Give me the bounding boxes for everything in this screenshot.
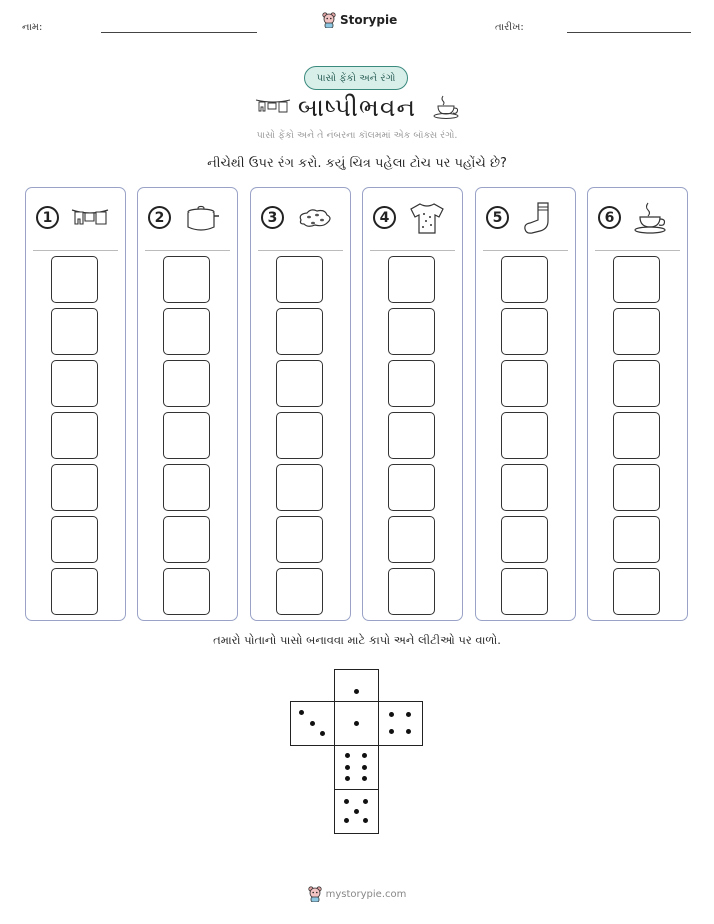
color-box[interactable] — [163, 308, 210, 355]
name-label: નામ: — [22, 22, 43, 33]
color-box[interactable] — [163, 412, 210, 459]
dice-pip — [363, 818, 368, 823]
color-box[interactable] — [51, 568, 98, 615]
column-6 — [587, 187, 688, 621]
column-divider — [595, 250, 680, 251]
color-box[interactable] — [613, 464, 660, 511]
color-box[interactable] — [388, 256, 435, 303]
dice-pip — [362, 776, 367, 781]
dice-pip — [344, 818, 349, 823]
column-header — [363, 188, 462, 250]
dice-pip — [363, 799, 368, 804]
column-header — [138, 188, 237, 250]
color-box[interactable] — [276, 464, 323, 511]
column-number: 4 — [373, 206, 396, 229]
color-box[interactable] — [51, 412, 98, 459]
color-box[interactable] — [613, 360, 660, 407]
column-divider — [258, 250, 343, 251]
dice-pip — [354, 809, 359, 814]
question-text: નીચેથી ઉપર રંગ કરો. કયું ચિત્ર પહેલા ટોચ પર પહોંચે છે? — [207, 156, 507, 171]
activity-badge: પાસો ફેંકો અને રંગો — [304, 66, 408, 90]
tea-cup-title-icon — [432, 94, 462, 124]
dice-pip — [406, 729, 411, 734]
color-box[interactable] — [388, 516, 435, 563]
color-box[interactable] — [163, 516, 210, 563]
color-box[interactable] — [51, 308, 98, 355]
column-number: 3 — [261, 206, 284, 229]
bear-footer-icon — [308, 886, 322, 902]
color-box[interactable] — [388, 308, 435, 355]
dice-pip — [362, 765, 367, 770]
color-box[interactable] — [163, 360, 210, 407]
dice-pip — [406, 712, 411, 717]
cut-instructions: તમારો પોતાનો પાસો બનાવવા માટે કાપો અને લીટીઓ પર વાળો. — [213, 633, 501, 647]
dice-pip — [354, 721, 359, 726]
clothesline-icon — [70, 200, 110, 236]
column-3 — [250, 187, 351, 621]
column-divider — [483, 250, 568, 251]
dice-pip — [354, 689, 359, 694]
color-box[interactable] — [501, 308, 548, 355]
color-box[interactable] — [613, 308, 660, 355]
column-header — [26, 188, 125, 250]
color-box[interactable] — [51, 516, 98, 563]
sock-icon — [520, 200, 560, 236]
color-box[interactable] — [163, 256, 210, 303]
column-header — [588, 188, 687, 250]
color-box[interactable] — [276, 412, 323, 459]
color-box[interactable] — [613, 412, 660, 459]
color-box[interactable] — [388, 464, 435, 511]
color-box[interactable] — [163, 464, 210, 511]
pot-icon — [182, 200, 222, 236]
column-divider — [370, 250, 455, 251]
color-box[interactable] — [276, 256, 323, 303]
bear-icon — [322, 12, 336, 28]
footer — [0, 886, 714, 902]
color-box[interactable] — [501, 464, 548, 511]
instructions: પાસો ફેંકો અને તે નંબરના કૉલમમાં એક બૉક્સ રંગો. — [256, 130, 458, 141]
column-number: 5 — [486, 206, 509, 229]
column-4 — [362, 187, 463, 621]
hot-cup-icon — [632, 200, 672, 236]
column-header — [251, 188, 350, 250]
column-divider — [33, 250, 118, 251]
name-field[interactable] — [101, 32, 257, 33]
dice-face-3 — [290, 701, 335, 746]
color-box[interactable] — [388, 360, 435, 407]
color-box[interactable] — [501, 256, 548, 303]
color-box[interactable] — [613, 256, 660, 303]
column-header — [476, 188, 575, 250]
column-2 — [137, 187, 238, 621]
dice-pip — [362, 753, 367, 758]
dice-pip — [389, 712, 394, 717]
color-box[interactable] — [276, 568, 323, 615]
puddle-icon — [295, 200, 335, 236]
color-box[interactable] — [51, 464, 98, 511]
dice-pip — [389, 729, 394, 734]
color-box[interactable] — [501, 412, 548, 459]
color-box[interactable] — [388, 568, 435, 615]
color-box[interactable] — [501, 360, 548, 407]
dice-pip — [345, 765, 350, 770]
dice-pip — [320, 731, 325, 736]
page-title: બાષ્પીભવન — [297, 93, 417, 122]
color-box[interactable] — [276, 516, 323, 563]
column-divider — [145, 250, 230, 251]
color-box[interactable] — [51, 256, 98, 303]
wet-shirt-icon — [407, 200, 447, 236]
color-box[interactable] — [163, 568, 210, 615]
dice-face-1 — [334, 701, 379, 746]
color-box[interactable] — [501, 568, 548, 615]
dice-pip — [299, 710, 304, 715]
dice-face-4 — [378, 701, 423, 746]
color-box[interactable] — [388, 412, 435, 459]
dice-pip — [345, 776, 350, 781]
dice-pip — [310, 721, 315, 726]
date-label: તારીખ: — [495, 22, 524, 33]
color-box[interactable] — [613, 516, 660, 563]
footer-url: mystorypie.com — [325, 888, 407, 900]
date-field[interactable] — [567, 32, 691, 33]
dice-pip — [345, 753, 350, 758]
column-number: 6 — [598, 206, 621, 229]
dice-pip — [344, 799, 349, 804]
color-box[interactable] — [276, 308, 323, 355]
color-box[interactable] — [501, 516, 548, 563]
column-1 — [25, 187, 126, 621]
column-number: 2 — [148, 206, 171, 229]
column-5 — [475, 187, 576, 621]
color-box[interactable] — [276, 360, 323, 407]
dice-face-5 — [334, 789, 379, 834]
dice-face-6 — [334, 745, 379, 790]
color-box[interactable] — [613, 568, 660, 615]
color-box[interactable] — [51, 360, 98, 407]
storypie-logo — [322, 12, 397, 28]
brand-name: Storypie — [340, 13, 398, 27]
column-number: 1 — [36, 206, 59, 229]
